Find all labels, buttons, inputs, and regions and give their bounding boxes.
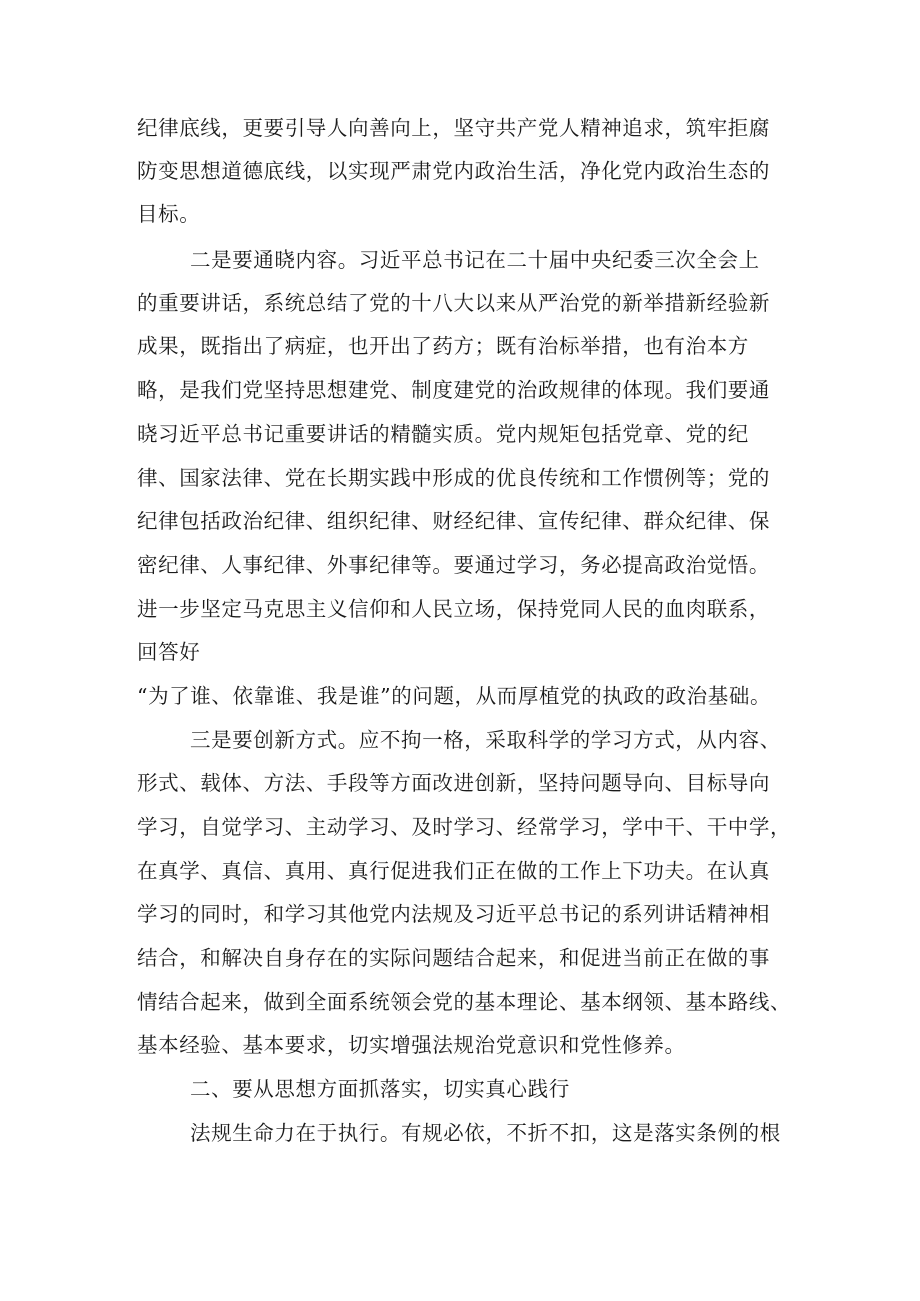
- text-line: 防变思想道德底线，以实现严肃党内政治生活，净化党内政治生态的: [137, 159, 770, 183]
- text-line: 目标。: [137, 202, 201, 226]
- text-line: 情结合起来，做到全面系统领会党的基本理论、基本纲领、基本路线、: [137, 990, 792, 1014]
- text-line: 回答好: [137, 640, 201, 664]
- text-line: 的重要讲话，系统总结了党的十八大以来从严治党的新举措新经验新: [137, 291, 770, 315]
- paragraph-start-line: 法规生命力在于执行。有规必依，不折不扣，这是落实条例的根: [190, 1121, 781, 1145]
- section-heading: 二、要从思想方面抓落实，切实真心践行: [190, 1077, 570, 1101]
- text-line: 纪律底线，更要引导人向善向上，坚守共产党人精神追求，筑牢拒腐: [137, 116, 770, 140]
- paragraph-start-line: 二是要通晓内容。习近平总书记在二十届中央纪委三次全会上: [190, 248, 760, 272]
- paragraph-start-line: 三是要创新方式。应不拘一格，采取科学的学习方式，从内容、: [190, 728, 781, 752]
- text-line: 基本经验、基本要求，切实增强法规治党意识和党性修养。: [137, 1033, 686, 1057]
- text-line: “为了谁、依靠谁、我是谁”的问题，从而厚植党的执政的政治基础。: [137, 684, 772, 708]
- text-line: 略，是我们党坚持思想建党、制度建党的治政规律的体现。我们要通: [137, 378, 770, 402]
- text-line: 学习，自觉学习、主动学习、及时学习、经常学习，学中干、干中学，: [137, 815, 792, 839]
- text-line: 纪律包括政治纪律、组织纪律、财经纪律、宣传纪律、群众纪律、保: [137, 509, 770, 533]
- text-line: 晓习近平总书记重要讲话的精髓实质。党内规矩包括党章、党的纪: [137, 422, 749, 446]
- text-line: 形式、载体、方法、手段等方面改进创新，坚持问题导向、目标导向: [137, 771, 770, 795]
- text-line: 结合，和解决自身存在的实际问题结合起来，和促进当前正在做的事: [137, 946, 770, 970]
- text-line: 密纪律、人事纪律、外事纪律等。要通过学习，务必提高政治觉悟。: [137, 553, 770, 577]
- text-line: 进一步坚定马克思主义信仰和人民立场，保持党同人民的血肉联系，: [137, 597, 770, 621]
- text-line: 学习的同时，和学习其他党内法规及习近平总书记的系列讲话精神相: [137, 902, 770, 926]
- text-line: 成果，既指出了病症，也开出了药方；既有治标举措，也有治本方: [137, 334, 749, 358]
- text-line: 律、国家法律、党在长期实践中形成的优良传统和工作惯例等；党的: [137, 466, 770, 490]
- text-line: 在真学、真信、真用、真行促进我们正在做的工作上下功夫。在认真: [137, 859, 770, 883]
